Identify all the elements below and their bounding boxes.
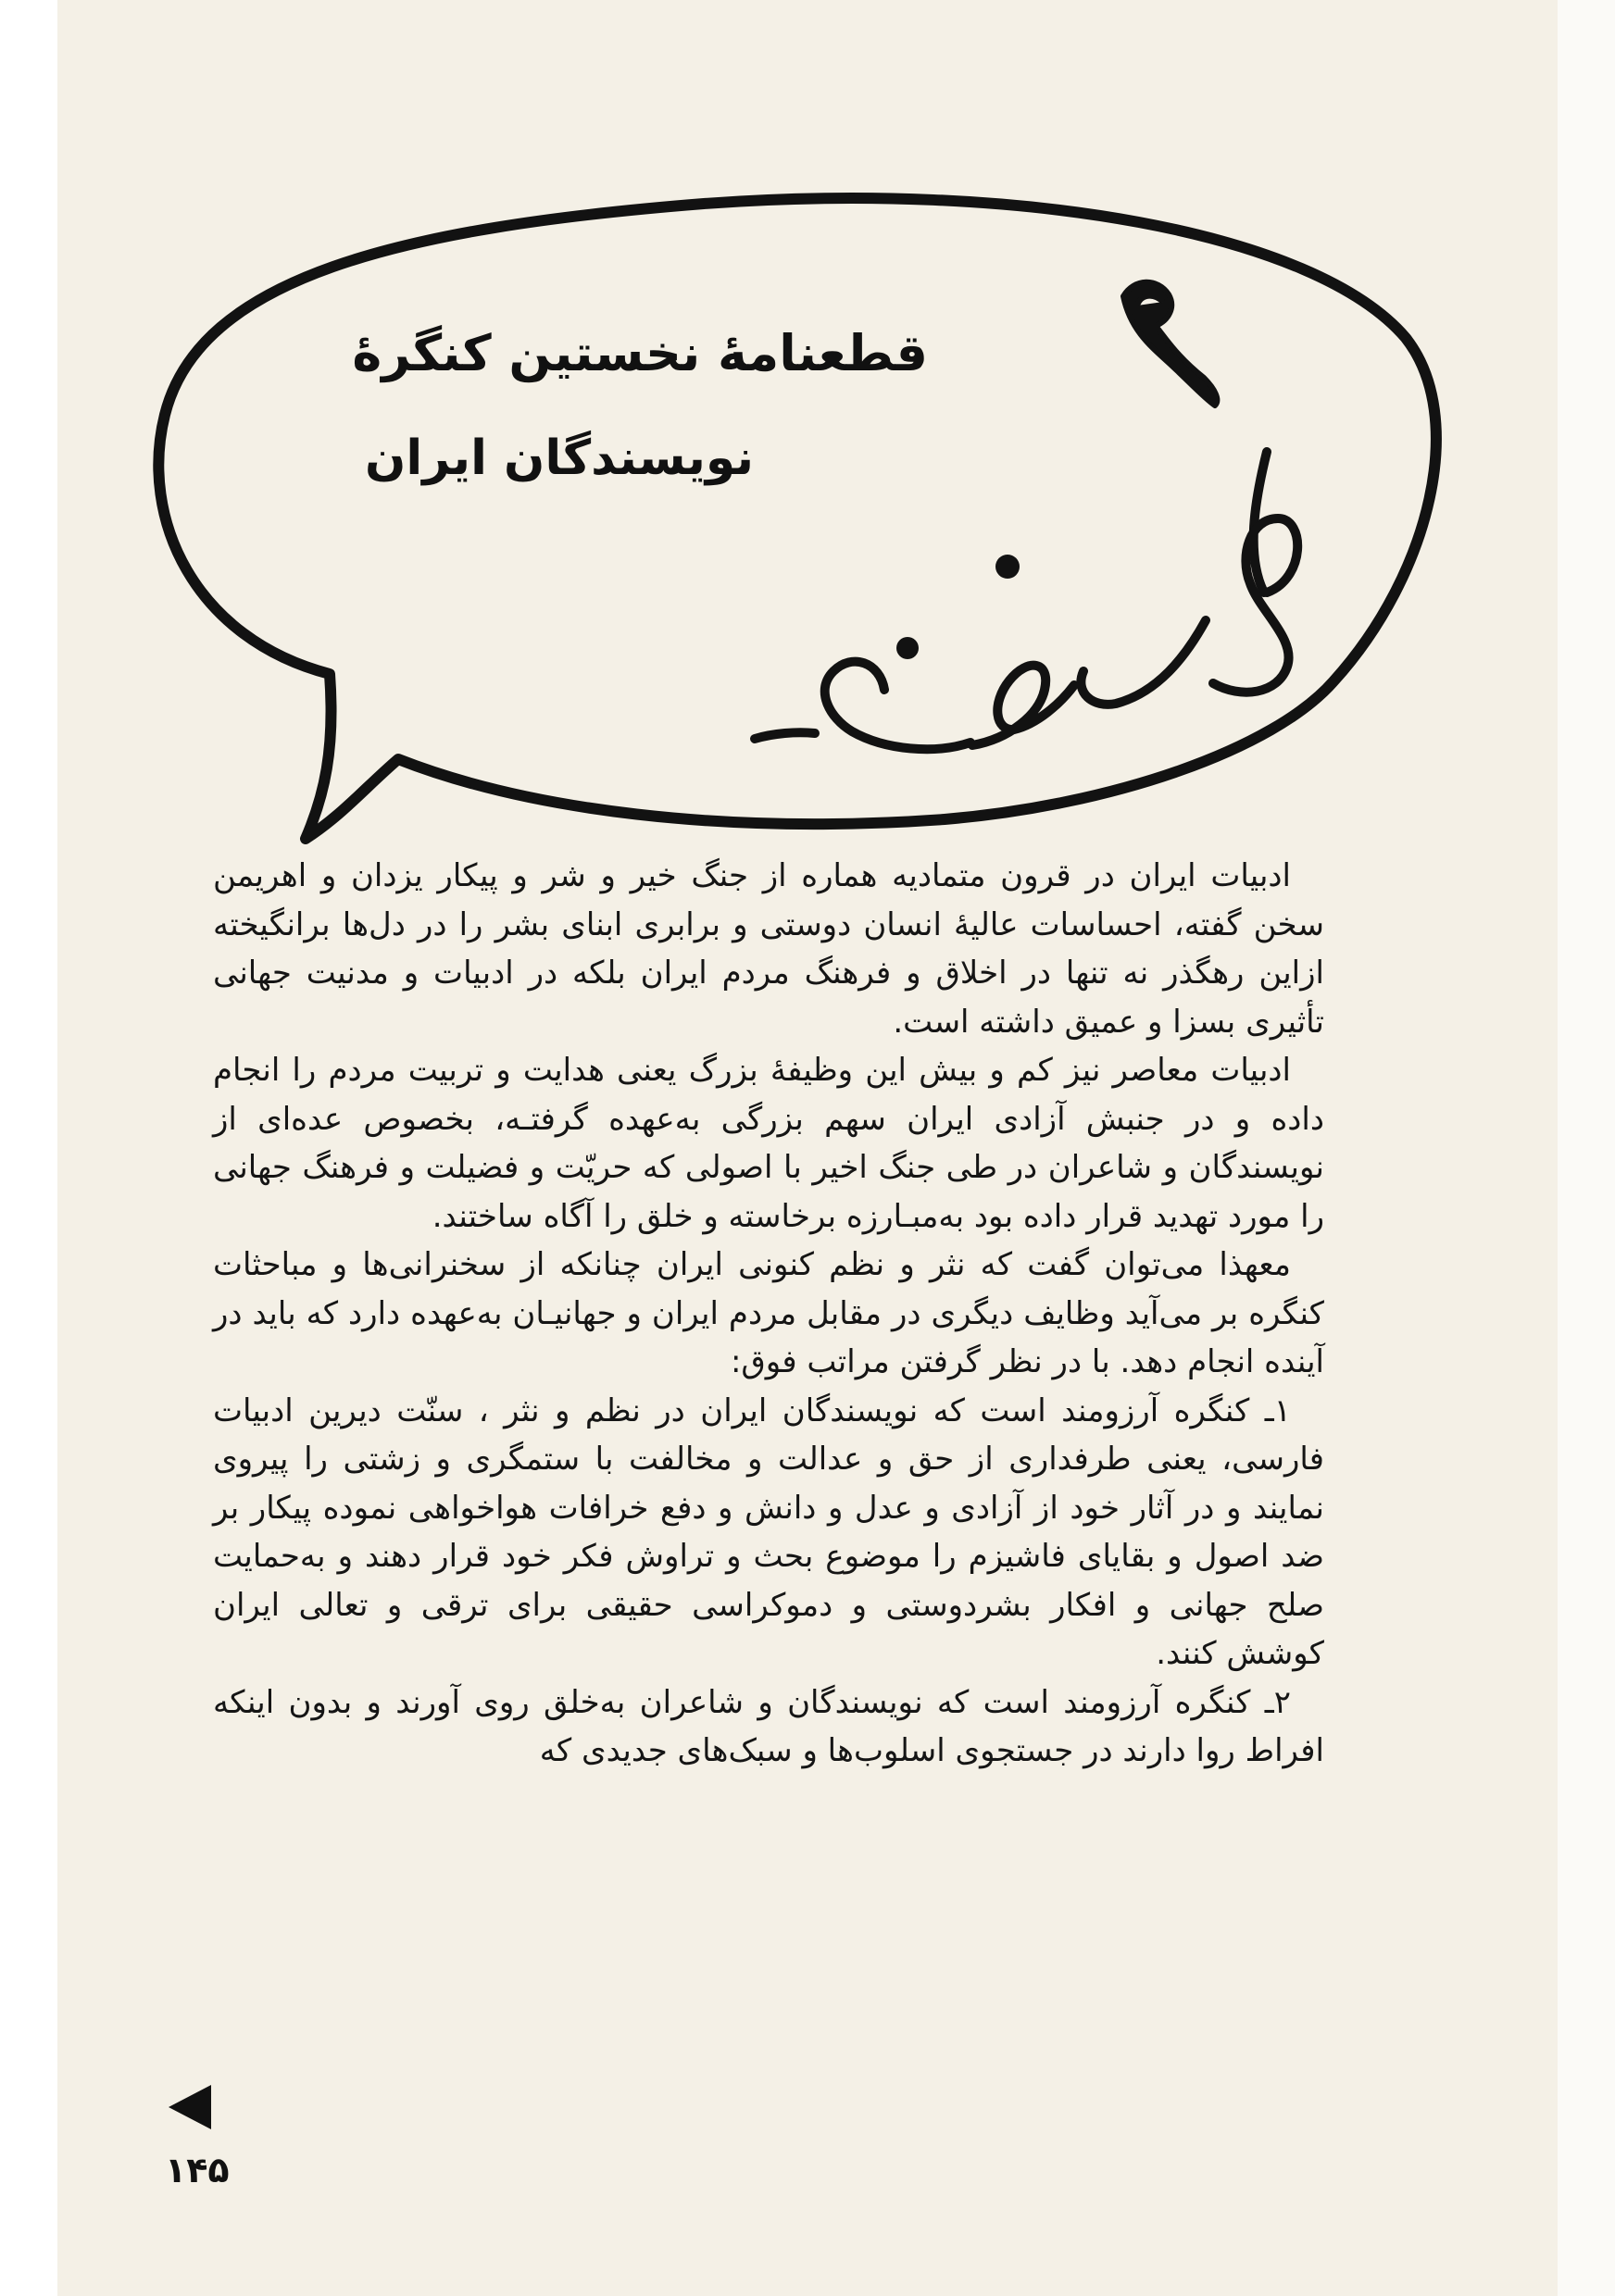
- speech-bubble-heading-art: [0, 0, 1615, 852]
- title-art-stroke-3: [1081, 620, 1206, 705]
- title-art-dot-2: [896, 637, 919, 659]
- page-number: ۱۴۵: [165, 2150, 230, 2190]
- paragraph: ادبیات معاصر نیز کم و بیش این وظیفهٔ بزرگ یعنی هدایت و تربیت مردم را انجام داده و در جنبش آزادی ایران سهم بزرگی به‌عهده گرفتـه، بخصوص عده‌ای از نویسندگان و شاعران در طی جنگ اخیر با اصولی که حریّت و فضیلت و فرهنگ جهانی را مورد تهدید قرار داده بود به‌مبـارزه برخاسته و خلق را آگاه ساختند.: [213, 1052, 1324, 1235]
- chapter-heading-line-1: قطعنامهٔ نخستین کنگرهٔ: [352, 324, 928, 382]
- paragraph: ۱ـ کنگره آرزومند است که نویسندگان ایران در نظم و نثر ، سنّت دیرین ادبیات فارسی، یعنی طرفداری از حق و عدالت و مخالفت با ستمگری و زشتی را پیروی نمایند و در آثار خود از آزادی و عدل و دانش و دفع خرافات هواخواهی نموده پیکار بر ضد اصول و بقایای فاشیزم را موضوع بحث و تراوش فکر خود قرار دهند و به‌حمایت صلح جهانی و افکار بشردوستی و دموکراسی حقیقی برای ترقی و تعالی ایران کوشش کنند.: [213, 1391, 1324, 1672]
- chapter-heading-line-2: نویسندگان ایران: [365, 430, 754, 486]
- title-art-dot-1: [995, 555, 1020, 579]
- paragraph: ادبیات ایران در قرون متمادیه هماره از جنگ خیر و شر و پیکار یزدان و اهریمن سخن گفته، احساسات عالیهٔ انسان دوستی و برابری ابنای بشر را در دل‌ها برانگیخته ازاین رهگذر نه تنها در اخلاق و فرهنگ مردم ایران بلکه در ادبیات و مدنیت جهانی تأثیری بسزا و عمیق داشته است.: [213, 857, 1324, 1041]
- body-text: [213, 852, 1324, 1776]
- title-art-stroke-6: [755, 732, 815, 739]
- title-art-stroke-4: [972, 666, 1074, 745]
- title-art-stroke-5: [825, 662, 970, 750]
- chapter-number-glyph: [1123, 282, 1217, 406]
- paragraph: ۲ـ کنگره آرزومند است که نویسندگان و شاعران به‌خلق روی آورند و بدون اینکه افراط روا دارند در جستجوی اسلوب‌ها و سبک‌های جدیدی که: [213, 1683, 1324, 1769]
- speech-bubble-outline: [158, 198, 1436, 839]
- triangle-left-icon: [167, 2083, 213, 2131]
- paragraph: معهذا می‌توان گفت که نثر و نظم کنونی ایران چنانکه از سخنرانی‌ها و مباحثات کنگره بر می‌آید وظایف دیگری در مقابل مردم ایران و جهانیـان به‌عهده دارد که باید در آینده انجام دهد. با در نظر گرفتن مراتب فوق:: [213, 1246, 1324, 1380]
